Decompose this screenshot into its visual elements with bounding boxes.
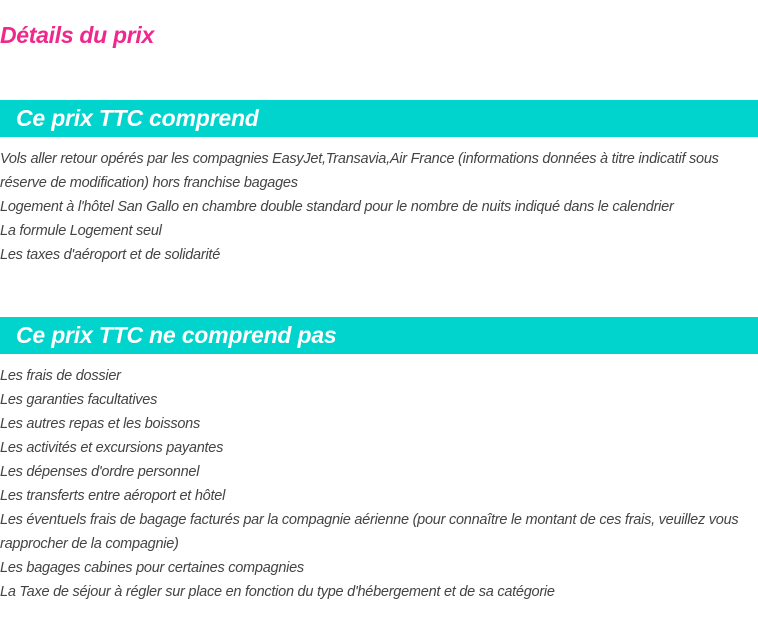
page-title: Détails du prix [0, 22, 154, 48]
excluded-item: Les dépenses d'ordre personnel [0, 464, 200, 480]
excluded-item: Les frais de dossier [0, 368, 121, 384]
excluded-item: Les activités et excursions payantes [0, 440, 224, 456]
excluded-item: Les autres repas et les boissons [0, 416, 200, 432]
excluded-item: Les bagages cabines pour certaines compagnies [0, 560, 304, 576]
included-section-header [0, 100, 758, 137]
excluded-section-header [0, 317, 758, 354]
excluded-item: Les éventuels frais de bagage facturés par la compagnie aérienne (pour connaître le montant de ces frais, veuillez vous rapprocher de la compagnie) [0, 512, 739, 552]
excluded-item: La Taxe de séjour à régler sur place en fonction du type d'hébergement et de sa catégorie [0, 584, 555, 600]
excluded-heading: Ce prix TTC ne comprend pas [16, 322, 337, 348]
excluded-item: Les garanties facultatives [0, 392, 158, 408]
included-list [0, 147, 750, 267]
excluded-item: Les transferts entre aéroport et hôtel [0, 488, 226, 504]
included-heading: Ce prix TTC comprend [16, 105, 259, 131]
included-item: Vols aller retour opérés par les compagnies EasyJet,Transavia,Air France (informations données à titre indicatif sous réserve de modification) hors franchise bagages [0, 151, 719, 191]
included-item: Logement à l'hôtel San Gallo en chambre double standard pour le nombre de nuits indiqué dans le calendrier [0, 199, 674, 215]
excluded-list [0, 364, 750, 604]
included-item: Les taxes d'aéroport et de solidarité [0, 247, 221, 263]
included-item: La formule Logement seul [0, 223, 162, 239]
